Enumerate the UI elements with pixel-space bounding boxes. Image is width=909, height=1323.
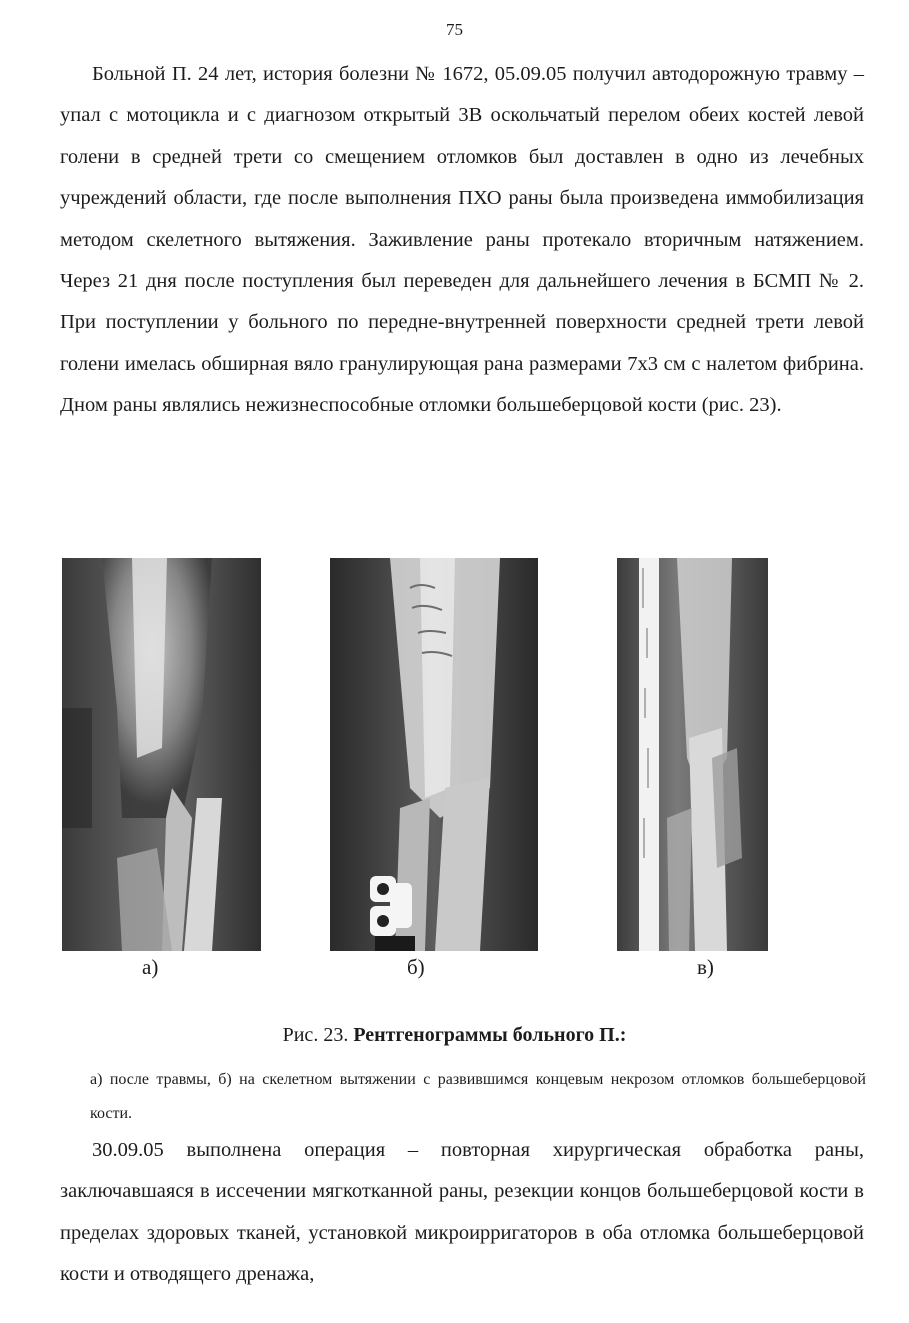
caption-prefix: Рис. 23. [282, 1024, 349, 1046]
xray-image-a [62, 558, 261, 951]
paragraph-case-history: Больной П. 24 лет, история болезни № 1672, 05.09.05 получил автодорожную травму – упал с мотоцикла и с диагнозом открытый 3В оскольчатый перелом обеих костей левой голени в средней трети со смещением отломков был доставлен в одно из лечебных учреждений области, где после выполнения ПХО раны была произведена иммобилизация методом скелетного вытяжения. Заживление раны протекало вторичным натяжением. Через 21 дня после поступления был переведен для дальнейшего лечения в БСМП № 2. При поступлении у больного по передне-внутренней поверхности средней трети левой голени имелась обширная вяло гранулирующая рана размерами 7х3 см с налетом фибрина. Дном раны являлись нежизнеспособные отломки большеберцовой кости (рис. 23). [60, 63, 864, 417]
page-number: 75 [446, 20, 463, 39]
xray-image-b [330, 558, 538, 951]
figure-caption [0, 1024, 909, 1047]
paragraph-operation: 30.09.05 выполнена операция – повторная хирургическая обработка раны, заключавшаяся в иссечении мягкотканной раны, резекции концов большеберцовой кости в пределах здоровых тканей, установкой микроирригаторов в оба отломка большеберцовой кости и отводящего дренажа, [60, 1139, 864, 1286]
caption-title: Рентгенограммы больного П.: [353, 1024, 627, 1046]
figure-label-c: в) [697, 955, 714, 979]
figure-label-b: б) [407, 955, 425, 979]
xray-image-c [617, 558, 768, 951]
caption-detail: а) после травмы, б) на скелетном вытяжении с развившимся концевым некрозом отломков большеберцовой кости. [90, 1071, 866, 1122]
figure-23 [0, 558, 909, 958]
figure-label-a: а) [142, 955, 159, 979]
